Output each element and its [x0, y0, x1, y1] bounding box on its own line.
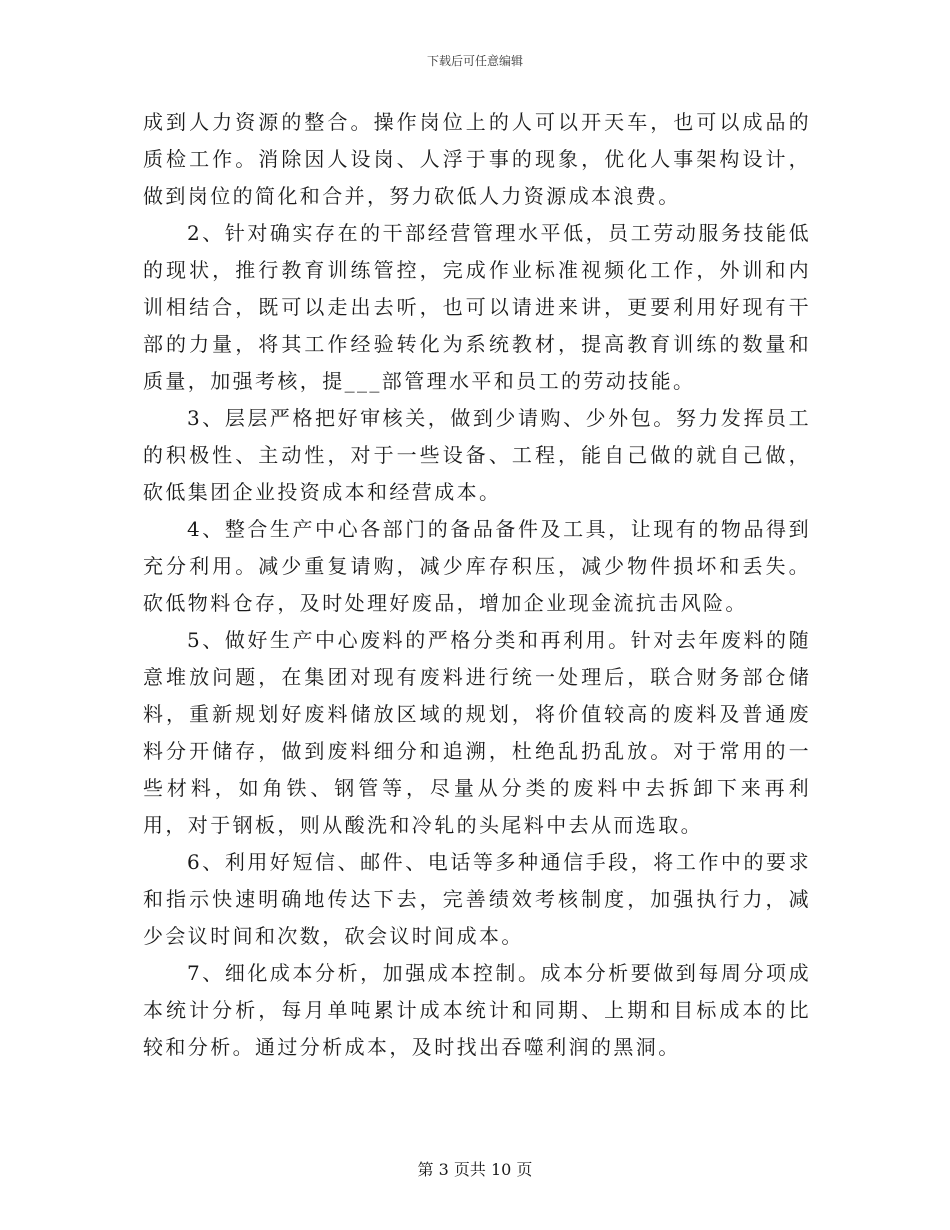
- body-text: [143, 104, 811, 1066]
- page-footer: 第 3 页共 10 页: [417, 1160, 533, 1179]
- paragraph-7: 7、细化成本分析，加强成本控制。成本分析要做到每周分项成本统计分析，每月单吨累计成本统计和同期、上期和目标成本的比较和分析。通过分析成本，及时找出吞噬利润的黑洞。: [143, 961, 811, 1059]
- paragraph-3: 3、层层严格把好审核关，做到少请购、少外包。努力发挥员工的积极性、主动性，对于一些设备、工程，能自己做的就自己做，砍低集团企业投资成本和经营成本。: [143, 406, 811, 504]
- paragraph-5: 5、做好生产中心废料的严格分类和再利用。针对去年废料的随意堆放问题，在集团对现有废料进行统一处理后，联合财务部仓储料，重新规划好废料储放区域的规划，将价值较高的废料及普通废料分开储存，做到废料细分和追溯，杜绝乱扔乱放。对于常用的一些材料，如角铁、钢管等，尽量从分类的废料中去拆卸下来再利用，对于钢板，则从酸洗和冷轧的头尾料中去从而选取。: [143, 628, 811, 837]
- paragraph-6: 6、利用好短信、邮件、电话等多种通信手段，将工作中的要求和指示快速明确地传达下去，完善绩效考核制度，加强执行力，减少会议时间和次数，砍会议时间成本。: [143, 850, 811, 948]
- paragraph-2: 2、针对确实存在的干部经营管理水平低，员工劳动服务技能低的现状，推行教育训练管控，完成作业标准视频化工作，外训和内训相结合，既可以走出去听，也可以请进来讲，更要利用好现有干部的力量，将其工作经验转化为系统教材，提高教育训练的数量和质量，加强考核，提___部管理水平和员工的劳动技能。: [143, 221, 811, 393]
- page-header: 下载后可任意编辑: [426, 54, 523, 68]
- paragraph-4: 4、整合生产中心各部门的备品备件及工具，让现有的物品得到充分利用。减少重复请购，减少库存积压，减少物件损坏和丢失。砍低物料仓存，及时处理好废品，增加企业现金流抗击风险。: [143, 517, 811, 615]
- paragraph-1: 成到人力资源的整合。操作岗位上的人可以开天车，也可以成品的质检工作。消除因人设岗、人浮于事的现象，优化人事架构设计，做到岗位的简化和合并，努力砍低人力资源成本浪费。: [143, 110, 811, 208]
